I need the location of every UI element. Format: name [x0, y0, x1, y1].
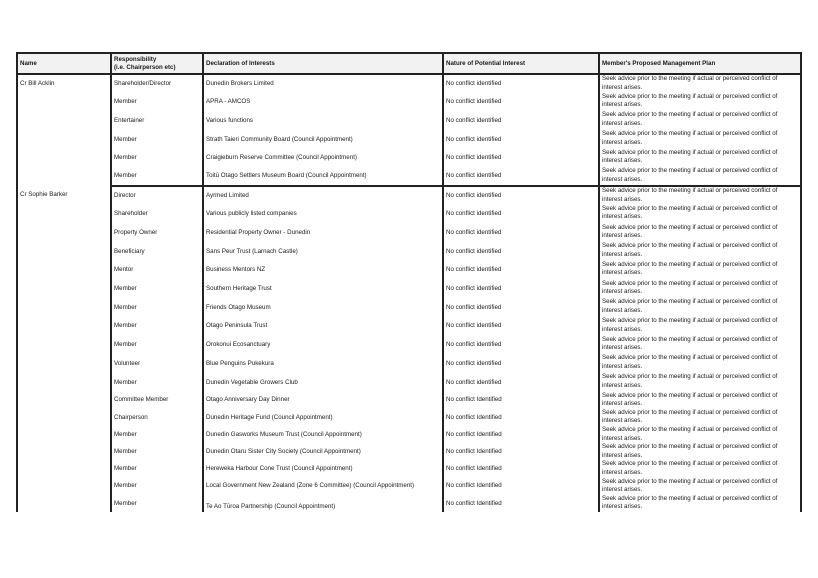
- member-name: Cr Bill Acklin: [17, 74, 111, 186]
- plan-cell: Seek advice prior to the meeting if actual or perceived conflict of interest arises.: [599, 478, 801, 495]
- declaration-cell: Dunedin Gasworks Museum Trust (Council Appointment): [203, 426, 443, 443]
- responsibility-cell: Member: [111, 317, 203, 336]
- table-row: [17, 317, 801, 336]
- header-declaration: Declaration of Interests: [203, 53, 443, 74]
- header-responsibility-line2: (i.e. Chairperson etc): [114, 63, 176, 71]
- responsibility-cell: Member: [111, 336, 203, 355]
- declaration-cell: Local Government New Zealand (Zone 6 Committee) (Council Appointment): [203, 478, 443, 495]
- declaration-cell: APRA - AMCOS: [203, 93, 443, 112]
- nature-cell: No conflict identified: [443, 261, 599, 280]
- nature-cell: No conflict identified: [443, 317, 599, 336]
- header-responsibility: [111, 53, 203, 74]
- declaration-cell: Various functions: [203, 111, 443, 130]
- table-row: [17, 336, 801, 355]
- responsibility-cell: Member: [111, 478, 203, 495]
- declaration-cell: Hereweka Harbour Cone Trust (Council Appointment): [203, 460, 443, 477]
- nature-cell: No conflict identified: [443, 149, 599, 168]
- table-row: [17, 74, 801, 93]
- table-row: [17, 478, 801, 495]
- table-row: [17, 280, 801, 299]
- table-row: [17, 186, 801, 205]
- plan-cell: Seek advice prior to the meeting if actual or perceived conflict of interest arises.: [599, 167, 801, 186]
- plan-cell: Seek advice prior to the meeting if actual or perceived conflict of interest arises.: [599, 317, 801, 336]
- plan-cell: Seek advice prior to the meeting if actual or perceived conflict of interest arises.: [599, 261, 801, 280]
- declaration-cell: Orokonui Ecosanctuary: [203, 336, 443, 355]
- header-plan: Member's Proposed Management Plan: [599, 53, 801, 74]
- plan-cell: Seek advice prior to the meeting if actual or perceived conflict of interest arises.: [599, 149, 801, 168]
- responsibility-cell: Property Owner: [111, 224, 203, 243]
- responsibility-cell: Entertainer: [111, 111, 203, 130]
- table-row: [17, 242, 801, 261]
- responsibility-cell: Member: [111, 298, 203, 317]
- nature-cell: No conflict identified: [443, 205, 599, 224]
- responsibility-cell: Committee Member: [111, 392, 203, 409]
- nature-cell: No conflict Identified: [443, 478, 599, 495]
- table-row: [17, 409, 801, 426]
- declaration-cell: Southern Heritage Trust: [203, 280, 443, 299]
- table-row: [17, 495, 801, 512]
- plan-cell: Seek advice prior to the meeting if actual or perceived conflict of interest arises.: [599, 224, 801, 243]
- table-row: [17, 149, 801, 168]
- plan-cell: Seek advice prior to the meeting if actual or perceived conflict of interest arises.: [599, 336, 801, 355]
- declaration-cell: Sans Peur Trust (Larnach Castle): [203, 242, 443, 261]
- table-row: [17, 167, 801, 186]
- responsibility-cell: Member: [111, 280, 203, 299]
- nature-cell: No conflict Identified: [443, 392, 599, 409]
- nature-cell: No conflict identified: [443, 74, 599, 93]
- responsibility-cell: Chairperson: [111, 409, 203, 426]
- declaration-cell: Dunedin Otaru Sister City Society (Council Appointment): [203, 443, 443, 460]
- responsibility-cell: Director: [111, 186, 203, 205]
- table-row: [17, 205, 801, 224]
- table-row: [17, 460, 801, 477]
- responsibility-cell: Member: [111, 130, 203, 149]
- declaration-cell: Dunedin Vegetable Growers Club: [203, 373, 443, 392]
- responsibility-cell: Member: [111, 460, 203, 477]
- nature-cell: No conflict identified: [443, 93, 599, 112]
- plan-cell: Seek advice prior to the meeting if actual or perceived conflict of interest arises.: [599, 93, 801, 112]
- table-row: [17, 373, 801, 392]
- plan-cell: Seek advice prior to the meeting if actual or perceived conflict of interest arises.: [599, 495, 801, 512]
- nature-cell: No conflict identified: [443, 280, 599, 299]
- table-row: [17, 224, 801, 243]
- plan-cell: Seek advice prior to the meeting if actual or perceived conflict of interest arises.: [599, 460, 801, 477]
- declaration-cell: Blue Penguins Pukekura: [203, 354, 443, 373]
- declaration-cell: Friends Otago Museum: [203, 298, 443, 317]
- nature-cell: No conflict identified: [443, 130, 599, 149]
- declaration-cell: Ayrmed Limited: [203, 186, 443, 205]
- nature-cell: No conflict identified: [443, 298, 599, 317]
- plan-cell: Seek advice prior to the meeting if actual or perceived conflict of interest arises.: [599, 111, 801, 130]
- table-row: [17, 111, 801, 130]
- responsibility-cell: Member: [111, 373, 203, 392]
- nature-cell: No conflict identified: [443, 167, 599, 186]
- responsibility-cell: Beneficiary: [111, 242, 203, 261]
- responsibility-cell: Member: [111, 93, 203, 112]
- plan-cell: Seek advice prior to the meeting if actual or perceived conflict of interest arises.: [599, 280, 801, 299]
- responsibility-cell: Member: [111, 495, 203, 512]
- plan-cell: Seek advice prior to the meeting if actual or perceived conflict of interest arises.: [599, 74, 801, 93]
- nature-cell: No conflict identified: [443, 111, 599, 130]
- nature-cell: No conflict identified: [443, 242, 599, 261]
- nature-cell: No conflict Identified: [443, 409, 599, 426]
- responsibility-cell: Mentor: [111, 261, 203, 280]
- table-row: [17, 261, 801, 280]
- nature-cell: No conflict identified: [443, 373, 599, 392]
- nature-cell: No conflict Identified: [443, 426, 599, 443]
- plan-cell: Seek advice prior to the meeting if actual or perceived conflict of interest arises.: [599, 443, 801, 460]
- responsibility-cell: Member: [111, 167, 203, 186]
- table-row: [17, 93, 801, 112]
- header-responsibility-line1: Responsibility: [114, 55, 157, 63]
- declaration-cell: Dunedin Brokers Limited: [203, 74, 443, 93]
- declaration-cell: Various publicly listed companies: [203, 205, 443, 224]
- interests-table: [16, 52, 802, 512]
- declaration-cell: Otago Peninsula Trust: [203, 317, 443, 336]
- nature-cell: No conflict Identified: [443, 443, 599, 460]
- register-of-interests-sheet: [16, 52, 800, 512]
- nature-cell: No conflict identified: [443, 224, 599, 243]
- declaration-cell: Craigieburn Reserve Committee (Council Appointment): [203, 149, 443, 168]
- table-row: [17, 354, 801, 373]
- declaration-cell: Business Mentors NZ: [203, 261, 443, 280]
- header-name: Name: [17, 53, 111, 74]
- responsibility-cell: Shareholder: [111, 205, 203, 224]
- declaration-cell: Toitū Otago Settlers Museum Board (Council Appointment): [203, 167, 443, 186]
- plan-cell: Seek advice prior to the meeting if actual or perceived conflict of interest arises.: [599, 205, 801, 224]
- plan-cell: Seek advice prior to the meeting if actual or perceived conflict of interest arises.: [599, 298, 801, 317]
- plan-cell: Seek advice prior to the meeting if actual or perceived conflict of interest arises.: [599, 426, 801, 443]
- table-row: [17, 426, 801, 443]
- nature-cell: No conflict Identified: [443, 460, 599, 477]
- responsibility-cell: Shareholder/Director: [111, 74, 203, 93]
- responsibility-cell: Member: [111, 426, 203, 443]
- plan-cell: Seek advice prior to the meeting if actual or perceived conflict of interest arises.: [599, 354, 801, 373]
- table-row: [17, 298, 801, 317]
- declaration-cell: Strath Taieri Community Board (Council Appointment): [203, 130, 443, 149]
- plan-cell: Seek advice prior to the meeting if actual or perceived conflict of interest arises.: [599, 186, 801, 205]
- table-row: [17, 443, 801, 460]
- plan-cell: Seek advice prior to the meeting if actual or perceived conflict of interest arises.: [599, 392, 801, 409]
- plan-cell: Seek advice prior to the meeting if actual or perceived conflict of interest arises.: [599, 130, 801, 149]
- nature-cell: No conflict identified: [443, 354, 599, 373]
- header-row: [17, 53, 801, 74]
- table-body: [17, 74, 801, 512]
- declaration-cell: Otago Anniversary Day Dinner: [203, 392, 443, 409]
- member-name: Cr Sophie Barker: [17, 186, 111, 512]
- table-row: [17, 130, 801, 149]
- responsibility-cell: Volunteer: [111, 354, 203, 373]
- nature-cell: No conflict identified: [443, 336, 599, 355]
- responsibility-cell: Member: [111, 149, 203, 168]
- nature-cell: No conflict Identified: [443, 495, 599, 512]
- table-row: [17, 392, 801, 409]
- plan-cell: Seek advice prior to the meeting if actual or perceived conflict of interest arises.: [599, 373, 801, 392]
- declaration-cell: Residential Property Owner - Dunedin: [203, 224, 443, 243]
- header-nature: Nature of Potential Interest: [443, 53, 599, 74]
- nature-cell: No conflict identified: [443, 186, 599, 205]
- plan-cell: Seek advice prior to the meeting if actual or perceived conflict of interest arises.: [599, 242, 801, 261]
- responsibility-cell: Member: [111, 443, 203, 460]
- declaration-cell: Dunedin Heritage Fund (Council Appointment): [203, 409, 443, 426]
- declaration-cell: Te Ao Tūroa Partnership (Council Appointment): [203, 495, 443, 512]
- plan-cell: Seek advice prior to the meeting if actual or perceived conflict of interest arises.: [599, 409, 801, 426]
